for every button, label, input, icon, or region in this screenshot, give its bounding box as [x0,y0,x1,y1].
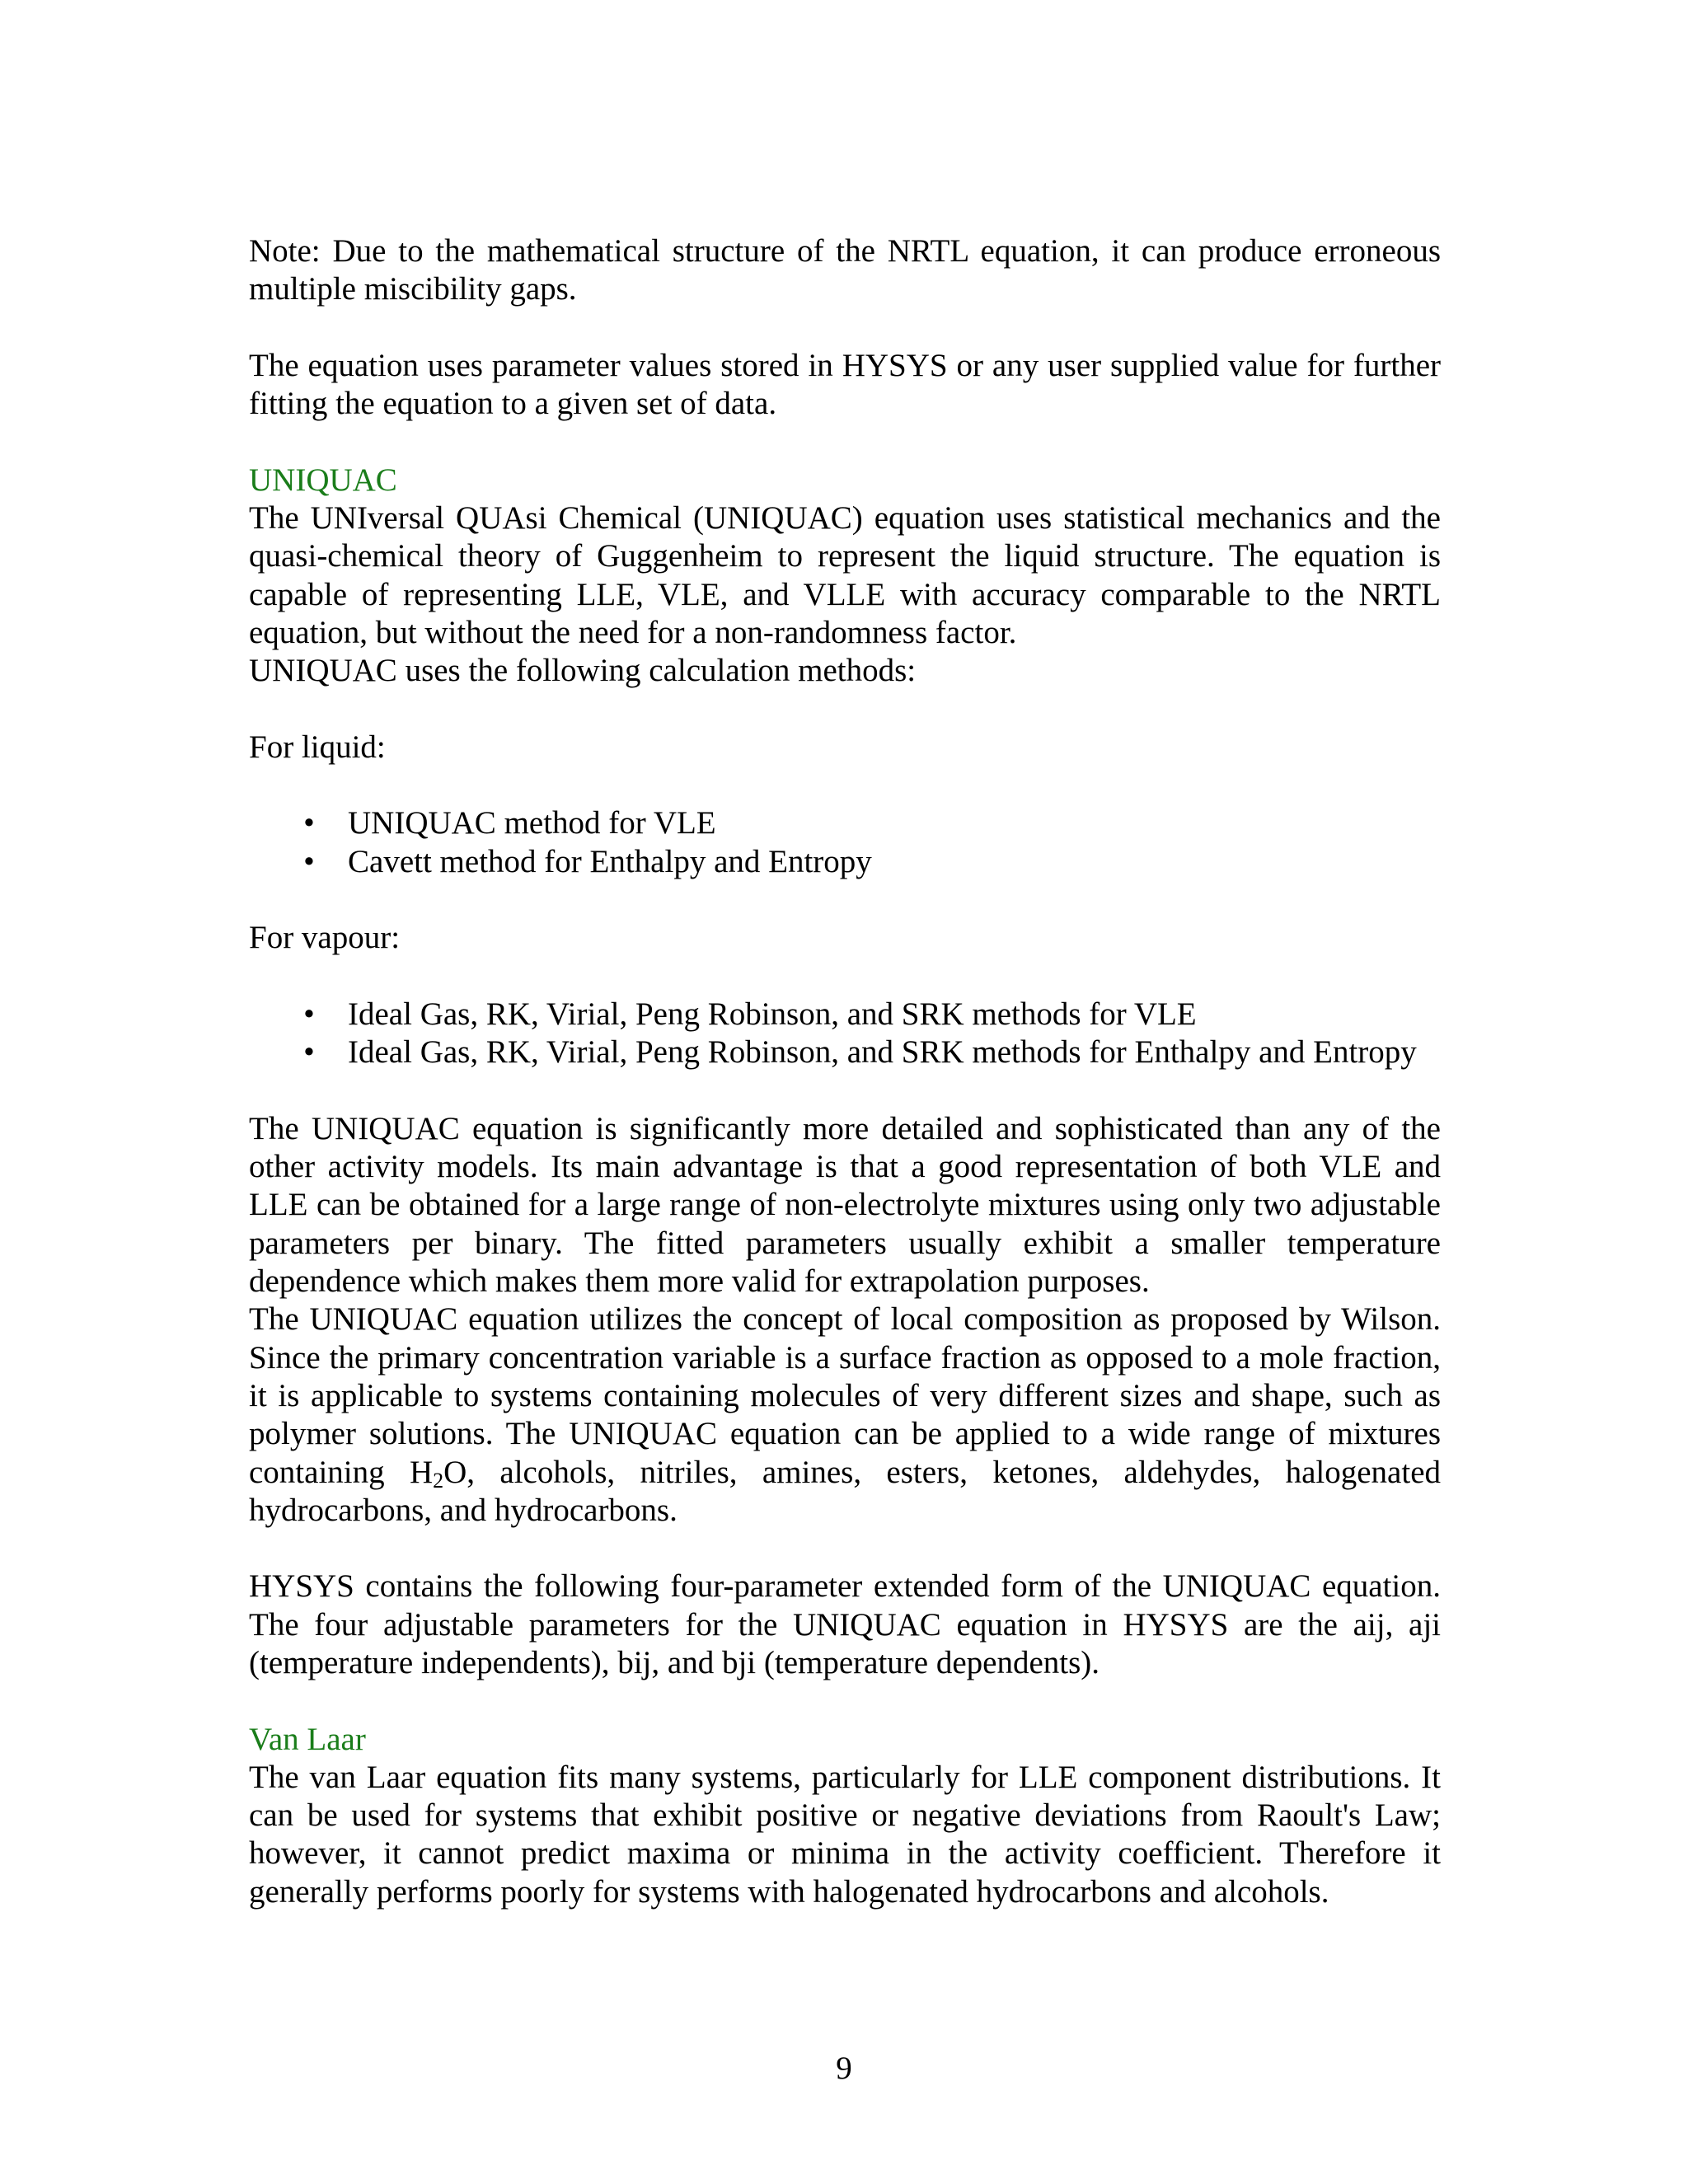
list-item-text: UNIQUAC method for VLE [348,805,716,841]
uniquac-heading: UNIQUAC [249,462,397,498]
nrtl-note-paragraph: Note: Due to the mathematical structure of the NRTL equation, it can produce erroneous multiple miscibility gaps. [249,233,1441,307]
liquid-label: For liquid: [249,729,386,765]
hysys-uniquac-paragraph: HYSYS contains the following four-parameter extended form of the UNIQUAC equation. The four adjustable parameters for the UNIQUAC equation in HYSYS are the aij, aji (temperature independents), bij, and bji (temperature dependents). [249,1568,1441,1680]
paragraph-spacer [249,309,1441,347]
van-laar-heading: Van Laar [249,1721,366,1757]
uniquac-intro-paragraph: The UNIversal QUAsi Chemical (UNIQUAC) equation uses statistical mechanics and the quasi-chemical theory of Guggenheim to represent the liquid structure. The equation is capable of representing LLE, VLE, and VLLE with accuracy comparable to the NRTL equation, but without the need for a non-randomness factor. [249,500,1441,650]
uniquac-composition-paragraph [249,1301,1441,1530]
paragraph-spacer [249,691,1441,729]
bullet-icon: • [303,843,315,879]
vapour-methods-list [249,996,1441,1072]
paragraph-spacer [249,766,1441,804]
paragraph-spacer [249,423,1441,461]
page-content [249,232,1441,1911]
uniquac-detail-paragraph: The UNIQUAC equation is significantly more detailed and sophisticated than any of the other activity models. Its main advantage is that a good representation of both VLE and LLE can be obtained for a large range of non-electrolyte mixtures using only two adjustable parameters per binary. The fitted parameters usually exhibit a smaller temperature dependence which makes them more valid for extrapolation purposes. [249,1110,1441,1300]
list-item-text: Ideal Gas, RK, Virial, Peng Robinson, and SRK methods for Enthalpy and Entropy [348,1034,1417,1071]
list-item [249,843,1441,881]
list-item [249,804,1441,842]
list-item-text: Cavett method for Enthalpy and Entropy [348,843,872,879]
van-laar-paragraph: The van Laar equation fits many systems, particularly for LLE component distributions. It can be used for systems that exhibit positive or negative deviations from Raoult's Law; however, it cannot predict maxima or minima in the activity coefficient. Therefore it generally performs poorly for systems with halogenated hydrocarbons and alcohols. [249,1759,1441,1910]
list-item [249,1033,1441,1071]
bullet-icon: • [303,805,315,841]
composition-text-end: O, alcohols, nitriles, amines, esters, ketones, aldehydes, halogenated hydrocarbons, and hydrocarbons. [249,1454,1441,1528]
paragraph-spacer [249,1530,1441,1568]
bullet-icon: • [303,996,315,1032]
page-number: 9 [836,2050,852,2086]
paragraph-spacer [249,881,1441,919]
list-item [249,996,1441,1033]
list-item-text: Ideal Gas, RK, Virial, Peng Robinson, and SRK methods for VLE [348,996,1197,1032]
paragraph-spacer [249,1072,1441,1110]
paragraph-spacer [249,1682,1441,1720]
water-subscript: 2 [433,1468,444,1493]
vapour-label: For vapour: [249,920,401,956]
bullet-icon: • [303,1034,315,1071]
composition-text-start: The UNIQUAC equation utilizes the concept of local composition as proposed by Wilson. Since the primary concentration variable is a surface fraction as opposed to a mole fraction, it is applicable to systems containing molecules of very different sizes and shape, such as polymer solutions. The UNIQUAC equation can be applied to a wide range of mixtures containing H [249,1301,1441,1490]
uniquac-methods-intro: UNIQUAC uses the following calculation methods: [249,653,917,689]
liquid-methods-list [249,804,1441,881]
parameter-paragraph: The equation uses parameter values stored in HYSYS or any user supplied value for further fitting the equation to a given set of data. [249,347,1441,422]
paragraph-spacer [249,958,1441,996]
